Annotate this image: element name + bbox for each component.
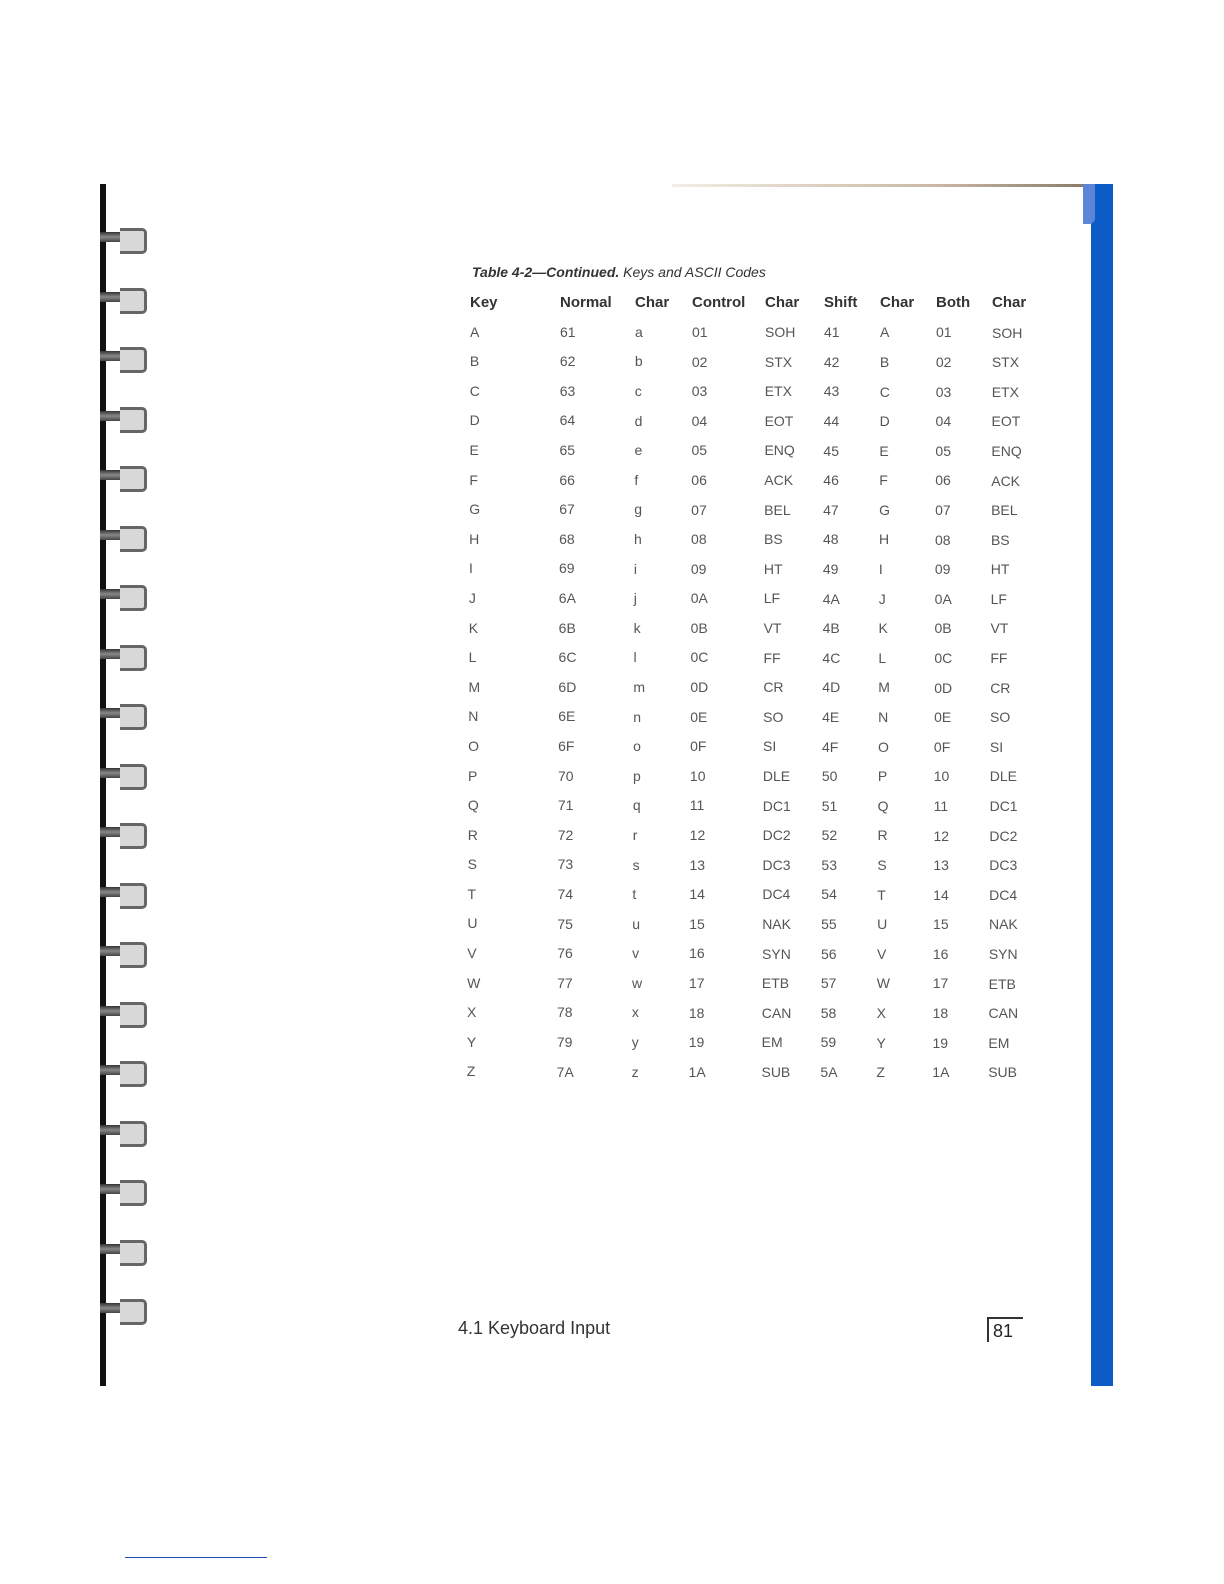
caption-label: Table 4-2—Continued. [472,264,620,280]
binding-coil [100,702,148,728]
table-cell: 04 [691,412,708,429]
binding-coil [100,762,148,788]
table-cell: 6F [558,738,575,755]
table-cell: 6E [558,708,576,725]
table-cell: f [634,471,639,488]
page-top-edge [672,184,1113,187]
table-cell: 13 [689,856,706,873]
table-cell: 18 [688,1004,705,1021]
table-cell: EM [988,1034,1010,1051]
table-cell: 71 [557,797,574,814]
table-cell: O [468,737,480,754]
table-cell: NAK [762,915,791,932]
table-cell: CAN [761,1004,792,1021]
table-cell: N [468,708,479,725]
table-cell: H [469,530,480,547]
table-cell: ACK [764,472,794,489]
table-cell: 12 [933,827,950,844]
table-cell: 19 [688,1034,705,1051]
table-cell: J [468,589,476,606]
table-cell: 4A [822,590,840,607]
table-cell: M [878,679,890,696]
table-cell: B [879,353,890,370]
table-cell: 01 [692,323,708,340]
table-cell: Q [877,797,889,814]
table-cell: EOT [764,412,794,429]
column-header: Both [936,294,971,311]
table-cell: G [469,501,481,518]
bottom-rule [125,1557,267,1558]
table-cell: L [878,649,887,666]
table-cell: l [633,649,637,666]
table-cell: 0C [934,649,953,666]
table-caption [472,264,766,280]
table-cell: 49 [822,560,839,577]
table-cell: BEL [991,502,1018,519]
column-header: Char [765,294,800,311]
table-cell: 14 [689,886,705,903]
table-cell: q [632,797,641,814]
table-cell: 78 [556,1004,573,1021]
table-cell: SOH [765,324,796,341]
table-cell: e [634,442,643,459]
table-cell: R [467,826,478,843]
binding-coil [100,1178,148,1204]
table-cell: 73 [557,856,574,873]
table-cell: 0B [934,620,952,637]
table-cell: O [877,738,889,755]
table-cell: F [879,472,888,489]
table-cell: 02 [691,353,708,370]
table-cell: ETX [991,383,1019,400]
table-cell: Z [876,1064,885,1081]
table-cell: 56 [820,945,837,962]
table-cell: 19 [932,1034,949,1051]
table-cell: P [877,768,888,785]
table-cell: 47 [823,501,839,518]
table-cell: 70 [558,767,574,784]
table-cell: 54 [821,886,837,903]
table-cell: 76 [557,945,573,962]
table-cell: 04 [935,413,952,430]
table-cell: DC4 [989,886,1018,903]
binding-coil [100,583,148,609]
binding-coil [100,1297,148,1323]
table-cell: 58 [820,1004,837,1021]
table-cell: 42 [823,353,840,370]
table-cell: DLE [762,767,791,784]
table-cell: ACK [991,472,1021,489]
table-cell: x [631,1004,639,1021]
table-cell: 0D [934,679,953,696]
table-cell: HT [763,560,783,577]
table-cell: 06 [935,472,951,489]
binding-coil [100,1238,148,1264]
table-cell: m [633,678,646,695]
table-cell: 03 [935,383,952,400]
table-cell: 77 [557,974,573,991]
table-cell: 08 [934,531,951,548]
table-cell: EOT [991,413,1021,430]
table-cell: 1A [688,1063,706,1080]
column-header: Shift [824,294,858,311]
table-cell: 4E [822,708,840,725]
table-cell: 55 [821,916,837,933]
table-cell: 07 [935,501,951,518]
table-cell: 14 [933,886,949,903]
table-cell: D [469,412,480,429]
table-cell: 12 [689,827,706,844]
table-cell: v [632,945,640,962]
table-cell: 01 [936,324,952,341]
table-cell: 6C [558,649,577,666]
table-cell: 6B [558,619,576,636]
table-cell: 4B [822,620,840,637]
table-cell: 66 [559,471,575,488]
table-cell: 0B [690,619,708,636]
table-cell: 63 [559,382,576,399]
table-cell: H [878,531,890,548]
table-cell: J [878,590,886,607]
table-cell: 15 [933,916,949,933]
table-cell: y [631,1034,639,1051]
table-cell: t [632,886,637,903]
table-cell: 44 [823,412,840,429]
table-cell: ETB [761,975,790,992]
table-cell: DC4 [762,886,791,903]
table-cell: CR [763,679,784,696]
table-cell: Y [876,1034,886,1051]
table-cell: SUB [988,1064,1018,1081]
table-cell: p [632,767,641,784]
table-cell: LF [763,590,781,607]
table-cell: 16 [689,945,705,962]
table-cell: R [877,827,888,844]
table-cell: 11 [689,797,705,814]
table-cell: FF [763,649,781,666]
table-cell: B [469,353,480,370]
table-cell: 10 [933,768,950,785]
table-cell: E [879,442,889,459]
table-cell: C [469,382,480,399]
table-cell: SO [990,709,1011,726]
table-cell: SUB [761,1063,791,1080]
binding-coil [100,226,148,252]
binding-coil [100,464,148,490]
table-cell: Z [466,1063,476,1080]
table-cell: DC2 [762,827,791,844]
table-cell: ETB [988,975,1016,992]
table-cell: 08 [691,531,707,548]
table-cell: k [633,619,641,636]
footer-section-title: 4.1 Keyboard Input [458,1318,611,1338]
table-cell: g [634,501,642,518]
table-cell: SYN [762,945,791,962]
table-cell: BS [990,531,1010,548]
table-cell: 05 [935,442,951,459]
table-cell: VT [763,620,782,636]
table-cell: LF [990,590,1007,607]
table-cell: a [635,323,643,340]
table-cell: 0A [690,590,708,607]
table-cell: 62 [559,353,576,370]
table-cell: d [634,412,643,429]
table-cell: S [467,856,477,873]
table-cell: ENQ [991,442,1022,459]
binding-coil [100,286,148,312]
table-cell: 16 [932,945,949,962]
table-cell: z [631,1063,639,1080]
table-cell: DC1 [989,798,1018,815]
table-cell: P [468,767,478,784]
binding-coil [100,345,148,371]
table-cell: 46 [823,472,839,489]
table-cell: 48 [822,531,839,548]
table-cell: 72 [557,826,574,843]
table-cell: 69 [558,560,575,577]
table-cell: CAN [988,1005,1019,1022]
table-cell: 0E [690,708,708,725]
table-cell: K [878,620,888,637]
page-blue-edge [1091,184,1113,1386]
table-cell: M [468,678,481,695]
table-cell: STX [764,353,793,370]
table-cell: SI [763,738,777,755]
table-cell: 79 [556,1033,573,1050]
scanned-page [100,184,1113,1386]
table-cell: V [467,945,477,962]
table-cell: 1A [932,1064,950,1081]
table-cell: U [877,916,888,933]
table-cell: SYN [988,946,1018,963]
table-cell: 0D [690,679,709,696]
table-cell: 59 [820,1034,837,1051]
column-header: Normal [560,294,612,311]
page-number: 81 [987,1317,1023,1342]
table-cell: 51 [821,797,838,814]
table-cell: BEL [764,501,791,518]
table-cell: 6A [558,590,576,607]
table-cell: S [877,857,887,873]
table-cell: ENQ [764,442,795,459]
binding-coil [100,881,148,907]
table-cell: 67 [559,501,575,518]
table-cell: h [634,530,642,547]
table-cell: I [878,561,883,578]
table-cell: 17 [932,975,949,992]
table-cell: V [876,945,887,962]
binding-coil [100,1119,148,1145]
table-cell: SOH [992,324,1023,341]
table-cell: DC3 [989,857,1018,874]
column-header: Char [635,294,670,311]
table-cell: 7A [556,1063,574,1080]
table-cell: X [876,1004,886,1021]
table-cell: 75 [557,915,573,932]
table-cell: 02 [935,354,952,371]
table-cell: 0E [934,709,952,726]
table-cell: DC3 [762,856,791,873]
table-cell: Q [467,797,479,814]
table-cell: j [633,590,637,607]
table-cell: K [468,619,479,636]
caption-title: Keys and ASCII Codes [623,264,766,280]
table-cell: 43 [823,383,840,400]
table-cell: 15 [689,915,705,932]
table-cell: 13 [933,857,949,874]
table-cell: 41 [824,324,840,341]
table-cell: N [878,709,889,726]
binding-coil [100,1000,148,1026]
binding-coil [100,940,148,966]
table-cell: 09 [934,561,951,578]
table-cell: 6D [558,678,577,695]
table-cell: DC2 [989,827,1018,844]
table-cell: 0F [933,738,951,755]
column-header: Char [880,294,915,311]
table-cell: CR [990,679,1011,696]
table-cell: T [877,886,886,903]
table-cell: s [632,856,640,873]
table-cell: 17 [688,975,705,992]
table-cell: SO [763,708,784,725]
table-cell: FF [990,650,1008,667]
table-cell: 4D [822,679,841,696]
table-cell: u [632,915,641,932]
table-cell: DC1 [762,797,791,814]
table-cell: E [469,441,479,458]
table-cell: 0F [690,738,707,755]
table-cell: 05 [691,442,708,459]
table-cell: F [469,471,478,488]
table-cell: G [879,501,891,518]
table-cell: I [468,560,473,577]
column-header: Control [692,294,746,311]
table-cell: w [632,974,643,991]
table-cell: r [632,826,638,843]
table-cell: 4F [821,738,839,755]
binding-coil [100,821,148,847]
table-cell: 09 [690,560,707,577]
table-cell: 53 [821,856,837,873]
table-cell: 0A [934,590,952,607]
table-cell: 61 [560,323,576,340]
table-cell: SI [989,738,1004,755]
table-cell: U [467,915,478,932]
table-cell: HT [990,561,1010,578]
table-cell: ETX [764,383,792,400]
table-cell: c [634,383,642,400]
table-cell: i [633,560,638,577]
binding-coil [100,524,148,550]
table-cell: W [467,974,481,991]
binding-coil [100,643,148,669]
spiral-binding [100,184,150,1386]
table-cell: W [876,975,890,992]
table-cell: 07 [691,501,707,518]
table-cell: 5A [820,1064,838,1081]
table-cell: DLE [989,768,1017,785]
table-cell: 50 [821,768,838,785]
table-cell: X [467,1004,477,1021]
table-cell: D [879,413,890,430]
table-cell: Y [466,1033,477,1050]
table-cell: 68 [559,530,575,547]
table-cell: 65 [559,442,576,459]
table-cell: o [633,738,641,755]
binding-coil [100,1059,148,1085]
table-cell: n [633,708,642,725]
table-cell: EM [761,1034,783,1051]
table-cell: 10 [689,767,706,784]
table-cell: NAK [988,916,1018,933]
column-header: Char [992,294,1027,311]
table-cell: BS [764,531,783,548]
table-cell: 0C [690,649,709,666]
table-cell: 64 [559,412,576,429]
table-cell: L [468,649,477,666]
table-cell: T [467,885,477,902]
column-header: Key [470,294,498,311]
table-cell: 45 [823,442,839,459]
binding-coil [100,405,148,431]
table-cell: STX [991,354,1020,371]
table-cell: C [879,383,890,400]
table-cell: 03 [691,383,708,400]
table-cell: 4C [822,649,841,666]
table-cell: 11 [933,797,949,814]
table-cell: 57 [820,975,837,992]
table-cell: b [634,353,643,370]
table-cell: A [880,324,890,341]
table-cell: 06 [691,471,707,488]
table-cell: 18 [932,1005,949,1022]
table-cell: 74 [557,885,574,902]
table-cell: VT [990,620,1009,637]
table-cell: 52 [821,827,838,844]
table-cell: A [470,323,480,340]
